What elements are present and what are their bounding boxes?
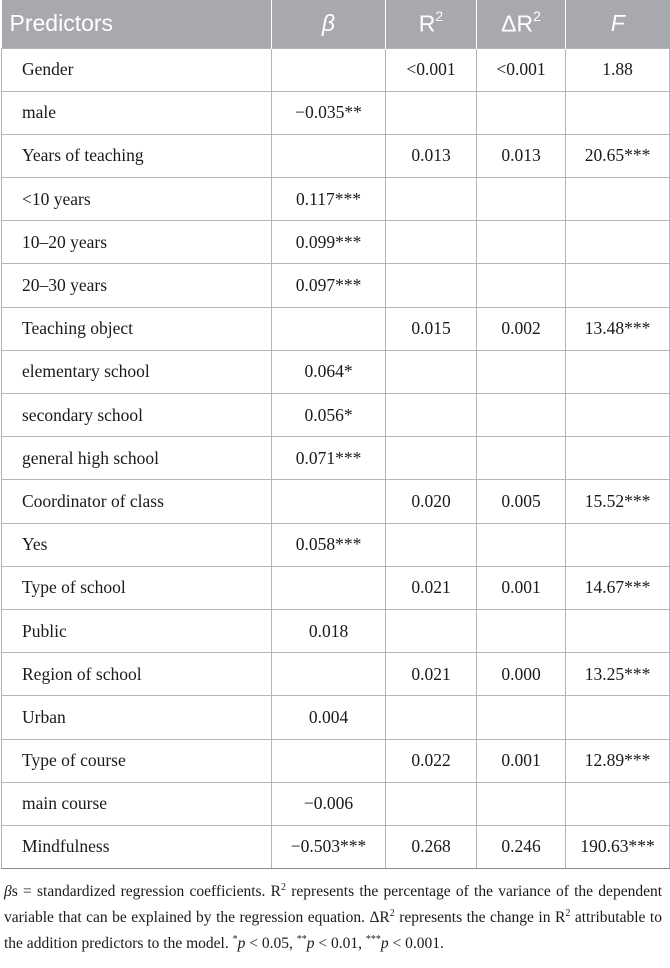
cell-beta	[272, 653, 386, 696]
table-row	[2, 782, 670, 825]
cell-delta-r2: 0.005	[477, 480, 566, 523]
footnote-star-3: ***	[365, 934, 381, 946]
footnote-sup-2: 2	[389, 908, 395, 920]
cell-predictor: Type of school	[2, 566, 272, 609]
cell-delta-r2: 0.001	[477, 739, 566, 782]
cell-predictor: Teaching object	[2, 307, 272, 350]
table-row	[2, 221, 670, 264]
cell-r2	[386, 523, 477, 566]
cell-r2	[386, 264, 477, 307]
cell-delta-r2	[477, 782, 566, 825]
cell-f	[566, 178, 670, 221]
cell-r2: 0.020	[386, 480, 477, 523]
cell-delta-r2	[477, 696, 566, 739]
table-row	[2, 307, 670, 350]
cell-r2	[386, 178, 477, 221]
cell-predictor: Coordinator of class	[2, 480, 272, 523]
table-row	[2, 825, 670, 868]
table-header	[2, 0, 670, 48]
cell-f: 14.67***	[566, 566, 670, 609]
cell-f: 20.65***	[566, 134, 670, 177]
table-row	[2, 480, 670, 523]
header-delta-r2-sup: 2	[533, 7, 541, 24]
cell-delta-r2: 0.000	[477, 653, 566, 696]
cell-beta: 0.004	[272, 696, 386, 739]
footnote-value-2: < 0.01,	[314, 935, 366, 953]
cell-f	[566, 523, 670, 566]
table-row	[2, 437, 670, 480]
footnote-star-1: *	[232, 934, 238, 946]
cell-predictor: main course	[2, 782, 272, 825]
cell-predictor: Urban	[2, 696, 272, 739]
table-row	[2, 653, 670, 696]
cell-r2	[386, 394, 477, 437]
cell-delta-r2	[477, 178, 566, 221]
regression-table	[1, 0, 670, 869]
table-row	[2, 134, 670, 177]
cell-r2: 0.268	[386, 825, 477, 868]
cell-beta	[272, 566, 386, 609]
cell-r2	[386, 696, 477, 739]
cell-predictor: secondary school	[2, 394, 272, 437]
cell-r2	[386, 91, 477, 134]
cell-beta: 0.064*	[272, 350, 386, 393]
cell-delta-r2	[477, 264, 566, 307]
cell-delta-r2	[477, 437, 566, 480]
cell-beta	[272, 307, 386, 350]
cell-f	[566, 91, 670, 134]
cell-delta-r2	[477, 523, 566, 566]
cell-f: 13.25***	[566, 653, 670, 696]
header-beta: β	[272, 0, 386, 48]
cell-r2	[386, 221, 477, 264]
cell-beta: 0.018	[272, 609, 386, 652]
cell-f: 15.52***	[566, 480, 670, 523]
cell-beta: −0.035**	[272, 91, 386, 134]
cell-r2: <0.001	[386, 48, 477, 91]
footnote-sup-3: 2	[565, 908, 571, 920]
footnote-text-4: attributable to the addition predictors to the model.	[4, 909, 662, 953]
cell-beta: 0.071***	[272, 437, 386, 480]
footnote-text-1: s = standardized regression coefficients. R	[11, 883, 282, 901]
table-row	[2, 350, 670, 393]
cell-beta: 0.056*	[272, 394, 386, 437]
cell-predictor: general high school	[2, 437, 272, 480]
table-row	[2, 696, 670, 739]
cell-predictor: Public	[2, 609, 272, 652]
cell-predictor: Type of course	[2, 739, 272, 782]
cell-delta-r2	[477, 609, 566, 652]
header-r2-base: R	[418, 10, 436, 37]
cell-predictor: Gender	[2, 48, 272, 91]
cell-f: 1.88	[566, 48, 670, 91]
cell-f	[566, 782, 670, 825]
cell-r2: 0.022	[386, 739, 477, 782]
cell-f	[566, 696, 670, 739]
cell-delta-r2	[477, 394, 566, 437]
cell-beta: −0.503***	[272, 825, 386, 868]
cell-f	[566, 350, 670, 393]
table-row	[2, 609, 670, 652]
cell-predictor: male	[2, 91, 272, 134]
cell-r2	[386, 350, 477, 393]
table-row	[2, 48, 670, 91]
cell-f	[566, 437, 670, 480]
cell-delta-r2	[477, 350, 566, 393]
footnote-text-2: represents the percentage of the variance of the dependent variable that can be explained by the regression equation. ΔR	[4, 883, 663, 927]
table-row	[2, 739, 670, 782]
table-row	[2, 394, 670, 437]
footnote-p-1: p	[237, 935, 246, 953]
cell-f	[566, 609, 670, 652]
cell-beta	[272, 48, 386, 91]
cell-predictor: Years of teaching	[2, 134, 272, 177]
cell-delta-r2: 0.246	[477, 825, 566, 868]
table-row	[2, 264, 670, 307]
cell-delta-r2	[477, 221, 566, 264]
cell-beta: 0.099***	[272, 221, 386, 264]
header-predictors: Predictors	[2, 0, 272, 48]
header-delta-r2	[477, 0, 566, 48]
cell-f	[566, 394, 670, 437]
cell-predictor: <10 years	[2, 178, 272, 221]
footnote-p-3: p	[380, 935, 389, 953]
cell-r2: 0.015	[386, 307, 477, 350]
header-f: F	[610, 10, 625, 37]
cell-beta: 0.058***	[272, 523, 386, 566]
header-row	[2, 0, 670, 48]
cell-beta	[272, 480, 386, 523]
table-row	[2, 566, 670, 609]
cell-r2: 0.021	[386, 653, 477, 696]
cell-f: 13.48***	[566, 307, 670, 350]
cell-predictor: Region of school	[2, 653, 272, 696]
cell-r2: 0.021	[386, 566, 477, 609]
footnote-beta-symbol: β	[4, 883, 12, 901]
table-row	[2, 178, 670, 221]
cell-beta	[272, 134, 386, 177]
cell-predictor: Mindfulness	[2, 825, 272, 868]
cell-r2	[386, 609, 477, 652]
cell-beta: 0.117***	[272, 178, 386, 221]
cell-beta: 0.097***	[272, 264, 386, 307]
cell-predictor: elementary school	[2, 350, 272, 393]
cell-predictor: 10–20 years	[2, 221, 272, 264]
footnote-star-2: **	[296, 934, 307, 946]
header-delta-r2-base: ΔR	[501, 10, 534, 37]
cell-beta	[272, 739, 386, 782]
cell-delta-r2: 0.013	[477, 134, 566, 177]
header-r2-sup: 2	[435, 7, 444, 24]
cell-delta-r2: <0.001	[477, 48, 566, 91]
cell-f: 190.63***	[566, 825, 670, 868]
cell-f	[566, 264, 670, 307]
cell-f	[566, 221, 670, 264]
cell-predictor: Yes	[2, 523, 272, 566]
footnote-value-3: < 0.001.	[388, 935, 444, 953]
cell-delta-r2: 0.001	[477, 566, 566, 609]
table-footnote	[4, 877, 662, 955]
cell-f: 12.89***	[566, 739, 670, 782]
footnote-text-3: represents the change in R	[394, 909, 566, 927]
cell-delta-r2: 0.002	[477, 307, 566, 350]
footnote-p-2: p	[306, 935, 315, 953]
cell-predictor: 20–30 years	[2, 264, 272, 307]
header-r2	[386, 0, 477, 48]
footnote-sup-1: 2	[281, 882, 287, 894]
cell-r2	[386, 782, 477, 825]
table-row	[2, 91, 670, 134]
cell-r2	[386, 437, 477, 480]
table-body	[2, 48, 670, 869]
cell-r2: 0.013	[386, 134, 477, 177]
footnote-value-1: < 0.05,	[245, 935, 297, 953]
cell-delta-r2	[477, 91, 566, 134]
table-row	[2, 523, 670, 566]
cell-beta: −0.006	[272, 782, 386, 825]
